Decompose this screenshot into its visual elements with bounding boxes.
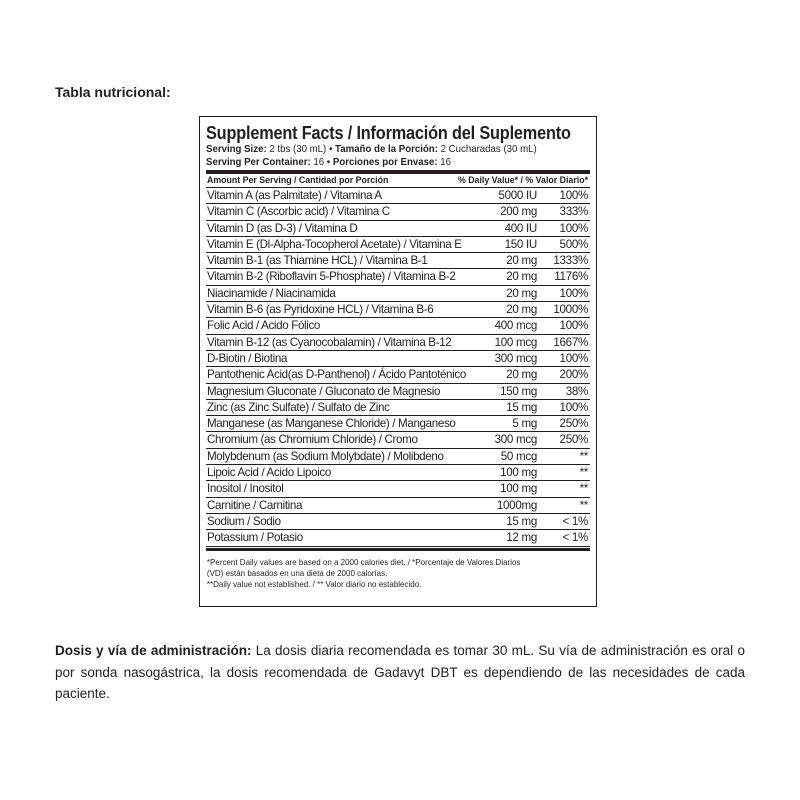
nutrient-name: Vitamin C (Ascorbic acid) / Vitamina C <box>207 205 390 219</box>
table-row <box>206 432 590 448</box>
nutrient-daily-value: < 1% <box>562 514 588 528</box>
table-row <box>206 449 590 465</box>
footnote <box>206 557 563 590</box>
table-row <box>206 204 590 220</box>
nutrient-amount: 150 mg <box>500 384 537 398</box>
nutrient-name: Vitamin D (as D-3) / Vitamina D <box>207 221 358 235</box>
serving-size-es-value: 2 Cucharadas (30 mL) <box>440 143 537 155</box>
header-amount-per-serving: Amount Per Serving / Cantidad por Porción <box>207 175 389 185</box>
nutrient-amount: 400 IU <box>504 221 537 235</box>
nutrient-name: Inositol / Inositol <box>207 482 284 496</box>
dosage-paragraph <box>55 640 745 705</box>
nutrient-daily-value: 1000% <box>553 303 588 317</box>
nutrient-amount: 150 IU <box>504 237 537 251</box>
nutrient-daily-value: 38% <box>565 384 588 398</box>
header-daily-value: % Daily Value* / % Valor Diario* <box>457 175 588 185</box>
table-row <box>206 481 590 497</box>
footnote-line: **Daily value not established. / ** Valor diario no establecido. <box>206 578 422 589</box>
nutrient-name: Chromium (as Chromium Chloride) / Cromo <box>207 433 418 447</box>
nutrient-amount: 50 mcg <box>500 449 537 463</box>
nutrient-amount: 15 mg <box>506 514 537 528</box>
table-row <box>206 351 590 367</box>
supplement-facts-title: Supplement Facts / Información del Suplemento <box>206 122 571 143</box>
nutrient-amount: 20 mg <box>506 254 537 268</box>
table-row <box>206 237 590 253</box>
nutrient-name: Manganese (as Manganese Chloride) / Manganeso <box>207 417 456 431</box>
bullet: • <box>326 155 331 168</box>
nutrient-daily-value: 1667% <box>553 335 588 349</box>
dosage-text: La dosis diaria recomendada es tomar 30 mL. Su vía de administración es oral o por sonda nasogástrica, la dosis recomendada de Gadavyt DBT es dependiendo de las necesidades de cada paciente. <box>55 643 745 701</box>
nutrient-name: Zinc (as Zinc Sulfate) / Sulfato de Zinc <box>207 400 390 414</box>
table-row <box>206 416 590 432</box>
nutrient-daily-value: ** <box>579 449 588 463</box>
table-row <box>206 286 590 302</box>
nutrient-name: Vitamin B-6 (as Pyridoxine HCL) / Vitamina B-6 <box>207 303 434 317</box>
bullet: • <box>328 143 333 155</box>
nutrient-daily-value: 250% <box>559 433 588 447</box>
servings-es-label: Porciones por Envase: <box>332 155 438 168</box>
nutrient-name: Carnitine / Carnitina <box>207 498 303 512</box>
nutrient-name: Pantothenic Acid(as D-Panthenol) / Ácido Pantoténico <box>207 368 466 382</box>
nutrient-name: Magnesium Gluconate / Gluconato de Magnesio <box>207 384 441 398</box>
nutrient-amount: 200 mg <box>500 205 537 219</box>
table-row <box>206 221 590 237</box>
bottom-divider <box>206 548 590 551</box>
nutrient-name: Vitamin B-1 (as Thiamine HCL) / Vitamina B-1 <box>207 254 428 268</box>
servings-per-container-line <box>206 157 559 169</box>
serving-size-es-label: Tamaño de la Porción: <box>335 143 438 155</box>
table-row <box>206 269 590 285</box>
nutrient-amount: 400 mcg <box>494 319 537 333</box>
nutrient-daily-value: 500% <box>559 237 588 251</box>
nutrient-amount: 15 mg <box>506 400 537 414</box>
nutrient-amount: 1000mg <box>496 498 537 512</box>
nutrient-amount: 100 mg <box>500 482 537 496</box>
nutrient-name: Lipoic Acid / Acido Lipoico <box>207 466 331 480</box>
nutrient-amount: 100 mcg <box>494 335 537 349</box>
nutrient-daily-value: ** <box>579 466 588 480</box>
nutrient-daily-value: 100% <box>559 400 588 414</box>
table-row <box>206 400 590 416</box>
nutrient-amount: 20 mg <box>506 303 537 317</box>
section-title: Tabla nutricional: <box>55 84 171 100</box>
nutrient-amount: 300 mcg <box>494 351 537 365</box>
servings-es-value: 16 <box>440 155 452 168</box>
servings-value: 16 <box>313 155 325 168</box>
nutrient-name: Vitamin B-12 (as Cyanocobalamin) / Vitamina B-12 <box>207 335 452 349</box>
table-row <box>206 318 590 334</box>
nutrient-name: D-Biotin / Biotina <box>207 351 288 365</box>
nutrient-amount: 5 mg <box>512 417 537 431</box>
nutrient-daily-value: 100% <box>559 286 588 300</box>
nutrient-amount: 100 mg <box>500 466 537 480</box>
servings-label: Serving Per Container: <box>206 155 311 168</box>
table-row <box>206 384 590 400</box>
nutrient-daily-value: < 1% <box>562 531 588 545</box>
footnote-line: *Percent Daily values are based on a 2000 calories diet. / *Porcentaje de Valores Diarios <box>206 556 521 567</box>
table-row <box>206 498 590 514</box>
nutrient-amount: 5000 IU <box>498 189 537 202</box>
nutrient-daily-value: 100% <box>559 319 588 333</box>
nutrient-name: Potassium / Potasio <box>207 531 303 545</box>
nutrient-name: Sodium / Sodio <box>207 514 281 528</box>
nutrient-daily-value: 250% <box>559 417 588 431</box>
nutrient-name: Vitamin B-2 (Riboflavin 5-Phosphate) / Vitamina B-2 <box>207 270 456 284</box>
table-row <box>206 188 590 204</box>
nutrient-amount: 12 mg <box>506 531 537 545</box>
nutrient-daily-value: 333% <box>559 205 588 219</box>
nutrient-daily-value: 1176% <box>554 270 588 284</box>
table-row <box>206 367 590 383</box>
table-row <box>206 335 590 351</box>
nutrient-daily-value: ** <box>579 498 588 512</box>
nutrient-daily-value: ** <box>579 482 588 496</box>
nutrient-daily-value: 100% <box>559 351 588 365</box>
nutrient-daily-value: 200% <box>559 368 588 382</box>
nutrient-name: Folic Acid / Acido Fólico <box>207 319 321 333</box>
nutrient-name: Vitamin A (as Palmitate) / Vitamina A <box>207 189 382 202</box>
nutrient-amount: 20 mg <box>506 368 537 382</box>
nutrient-amount: 20 mg <box>506 270 537 284</box>
dosage-label: Dosis y vía de administración: <box>55 643 252 658</box>
table-header <box>206 174 590 188</box>
table-row <box>206 514 590 530</box>
nutrient-name: Vitamin E (Dl-Alpha-Tocopherol Acetate) / Vitamina E <box>207 237 462 251</box>
table-row <box>206 465 590 481</box>
supplement-facts-panel <box>199 116 597 607</box>
footnote-line: (VD) están basados en una dieta de 2000 calorías. <box>206 567 388 578</box>
nutrient-daily-value: 100% <box>559 189 588 202</box>
serving-size-line <box>206 144 559 156</box>
table-row <box>206 530 590 546</box>
nutrient-daily-value: 100% <box>559 221 588 235</box>
nutrient-amount: 300 mcg <box>494 433 537 447</box>
nutrient-daily-value: 1333% <box>553 254 588 268</box>
nutrient-amount: 20 mg <box>506 286 537 300</box>
nutrient-table <box>206 188 590 547</box>
nutrient-name: Niacinamide / Niacinamida <box>207 286 336 300</box>
table-row <box>206 253 590 269</box>
serving-size-value: 2 tbs (30 mL) <box>269 143 327 155</box>
serving-size-label: Serving Size: <box>206 143 267 155</box>
nutrient-name: Molybdenum (as Sodium Molybdate) / Molibdeno <box>207 449 444 463</box>
table-row <box>206 302 590 318</box>
